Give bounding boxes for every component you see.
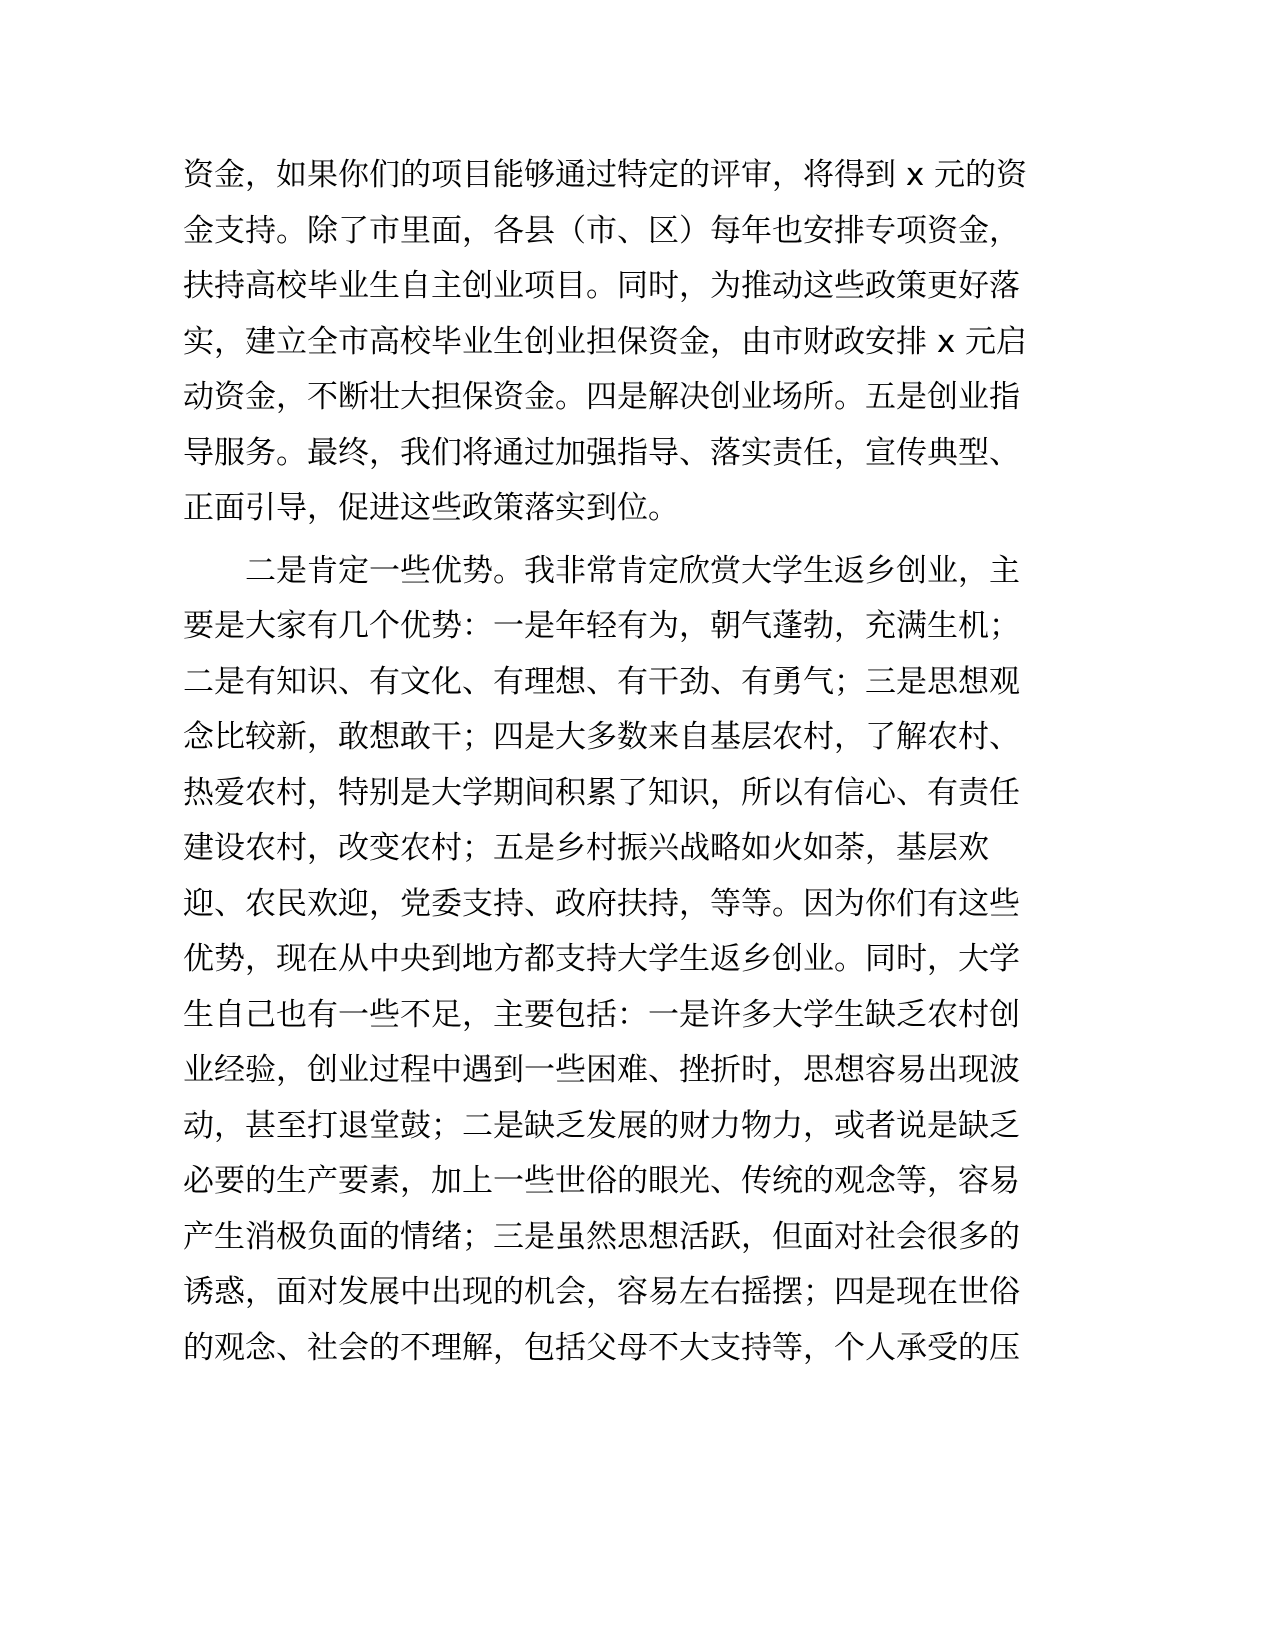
text-line: 正面引导，促进这些政策落实到位。 (183, 490, 679, 526)
text-line: 扶持高校毕业生自主创业项目。同时，为推动这些政策更好落 (183, 268, 1020, 304)
paragraph-1 (183, 148, 1083, 537)
text-line: 动，甚至打退堂鼓；二是缺乏发展的财力物力，或者说是缺乏 (183, 1107, 1020, 1144)
text-line: 的观念、社会的不理解，包括父母不大支持等，个人承受的压 (183, 1329, 1020, 1366)
text-line: 迎、农民欢迎，党委支持、政府扶持，等等。因为你们有这些 (183, 885, 1020, 922)
text-line: 必要的生产要素，加上一些世俗的眼光、传统的观念等，容易 (183, 1163, 1020, 1199)
text-line: 动资金，不断壮大担保资金。四是解决创业场所。五是创业指 (183, 379, 1020, 415)
paragraph-spacer (183, 537, 1083, 544)
text-line: 念比较新，敢想敢干；四是大多数来自基层农村，了解农村、 (183, 719, 1020, 755)
body-text (183, 148, 1083, 1376)
text-line: 二是有知识、有文化、有理想、有干劲、有勇气；三是思想观 (183, 663, 1020, 700)
text-line: 导服务。最终，我们将通过加强指导、落实责任，宣传典型、 (183, 434, 1020, 471)
text-line: 金支持。除了市里面，各县（市、区）每年也安排专项资金， (183, 212, 1020, 249)
text-line: 要是大家有几个优势：一是年轻有为，朝气蓬勃，充满生机； (183, 608, 1020, 644)
text-line: 建设农村，改变农村；五是乡村振兴战略如火如荼，基层欢 (183, 830, 989, 866)
text-line: 优势，现在从中央到地方都支持大学生返乡创业。同时，大学 (183, 941, 1020, 977)
text-line: 业经验，创业过程中遇到一些困难、挫折时，思想容易出现波 (183, 1052, 1020, 1088)
text-line: 生自己也有一些不足，主要包括：一是许多大学生缺乏农村创 (183, 996, 1020, 1033)
text-line-first-indented: 二是肯定一些优势。我非常肯定欣赏大学生返乡创业，主 (245, 552, 1020, 589)
text-line: 诱惑，面对发展中出现的机会，容易左右摇摆；四是现在世俗 (183, 1274, 1020, 1310)
paragraph-2 (183, 544, 1083, 1377)
text-line: 实，建立全市高校毕业生创业担保资金，由市财政安排 x 元启 (183, 323, 1028, 360)
text-line: 产生消极负面的情绪；三是虽然思想活跃，但面对社会很多的 (183, 1218, 1020, 1255)
text-line: 资金，如果你们的项目能够通过特定的评审，将得到 x 元的资 (183, 157, 1028, 193)
text-line: 热爱农村，特别是大学期间积累了知识，所以有信心、有责任 (183, 774, 1020, 811)
